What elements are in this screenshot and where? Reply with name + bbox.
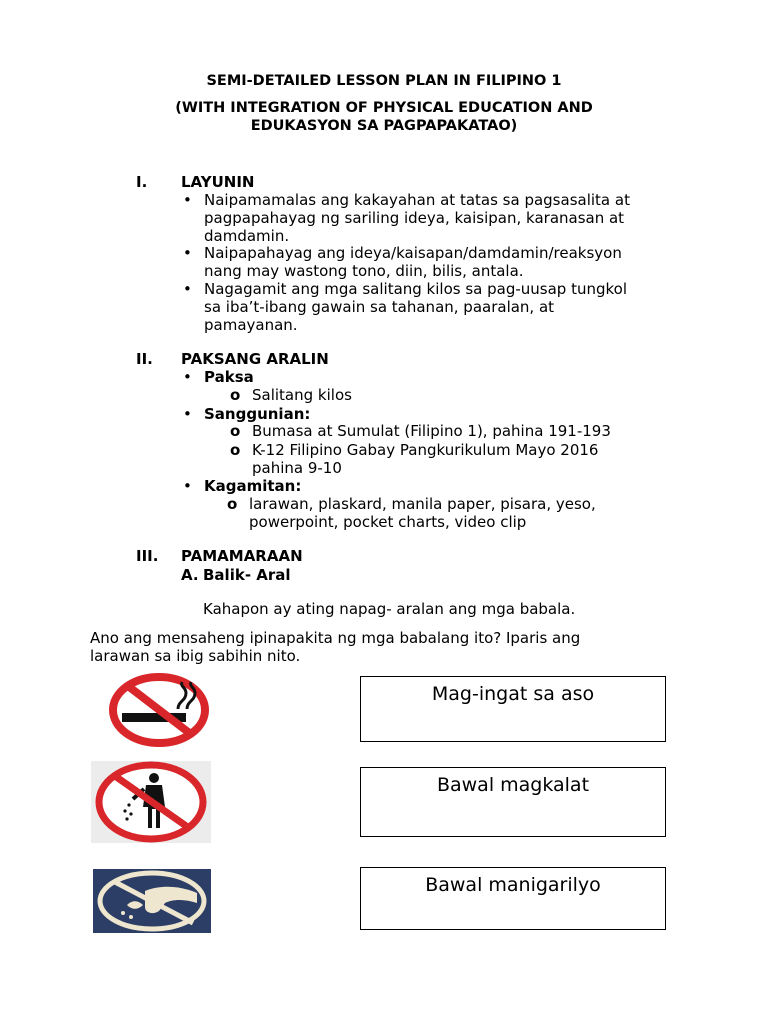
question-line2: larawan sa ibig sabihin nito.	[90, 647, 301, 665]
bullet: •	[183, 405, 192, 423]
sub-section-heading: Balik- Aral	[203, 566, 291, 584]
sanggunian-item-1: Bumasa at Sumulat (Filipino 1), pahina 191-193	[252, 422, 611, 440]
paksa-item: Salitang kilos	[252, 386, 352, 404]
kagamitan-line2: powerpoint, pocket charts, video clip	[249, 513, 527, 531]
kagamitan-label: Kagamitan:	[204, 477, 302, 495]
section1-heading: LAYUNIN	[181, 173, 255, 191]
section3-heading: PAMAMARAAN	[181, 547, 303, 565]
review-intro: Kahapon ay ating napag- aralan ang mga babala.	[203, 600, 576, 618]
objective-1-line3: damdamin.	[204, 227, 290, 245]
objective-1-line2: pagpapahayag ng sariling ideya, kaisipan, karanasan at	[204, 209, 625, 227]
bullet: •	[183, 244, 192, 262]
no-dog-feeding-sign-icon	[93, 869, 211, 933]
objective-3-line3: pamayanan.	[204, 316, 298, 334]
bullet: •	[183, 368, 192, 386]
section2-heading: PAKSANG ARALIN	[181, 350, 329, 368]
objective-1-line1: Naipamamalas ang kakayahan at tatas sa pagsasalita at	[204, 191, 630, 209]
no-smoking-sign-icon	[108, 673, 210, 747]
objective-3-line2: sa iba’t-ibang gawain sa tahanan, paaralan, at	[204, 298, 555, 316]
answer-text-1: Mag-ingat sa aso	[431, 683, 595, 705]
sanggunian-item-2-line2: pahina 9-10	[252, 459, 342, 477]
bullet: •	[183, 280, 192, 298]
answer-box-3	[360, 867, 666, 930]
answer-text-2: Bawal magkalat	[436, 774, 590, 796]
paksa-label: Paksa	[204, 368, 254, 386]
sub-bullet: o	[230, 441, 241, 459]
objective-2-line1: Naipapahayag ang ideya/kaisapan/damdamin/reaksyon	[204, 244, 622, 262]
bullet: •	[183, 477, 192, 495]
kagamitan-line1: larawan, plaskard, manila paper, pisara, yeso,	[249, 495, 596, 513]
objective-3-line1: Nagagamit ang mga salitang kilos sa pag-uusap tungkol	[204, 280, 627, 298]
section1-numeral: I.	[136, 173, 148, 191]
page-subtitle-line1: (WITH INTEGRATION OF PHYSICAL EDUCATION AND	[175, 100, 593, 116]
section2-numeral: II.	[136, 350, 153, 368]
sub-section-letter: A.	[181, 566, 199, 584]
page-subtitle-line2: EDUKASYON SA PAGPAPAKATAO)	[250, 118, 518, 134]
objective-2-line2: nang may wastong tono, diin, bilis, antala.	[204, 262, 524, 280]
sub-bullet: o	[230, 386, 241, 404]
answer-text-3: Bawal manigarilyo	[425, 874, 601, 896]
answer-box-1	[360, 676, 666, 742]
sub-bullet: o	[230, 422, 241, 440]
section3-numeral: III.	[136, 547, 159, 565]
page-title: SEMI-DETAILED LESSON PLAN IN FILIPINO 1	[206, 73, 562, 89]
sanggunian-item-2-line1: K-12 Filipino Gabay Pangkurikulum Mayo 2016	[252, 441, 599, 459]
question-line1: Ano ang mensaheng ipinapakita ng mga babalang ito? Iparis ang	[90, 629, 581, 647]
sanggunian-label: Sanggunian:	[204, 405, 311, 423]
answer-box-2	[360, 767, 666, 837]
sub-bullet: o	[227, 495, 238, 513]
bullet: •	[183, 191, 192, 209]
no-littering-sign-icon	[91, 761, 211, 843]
